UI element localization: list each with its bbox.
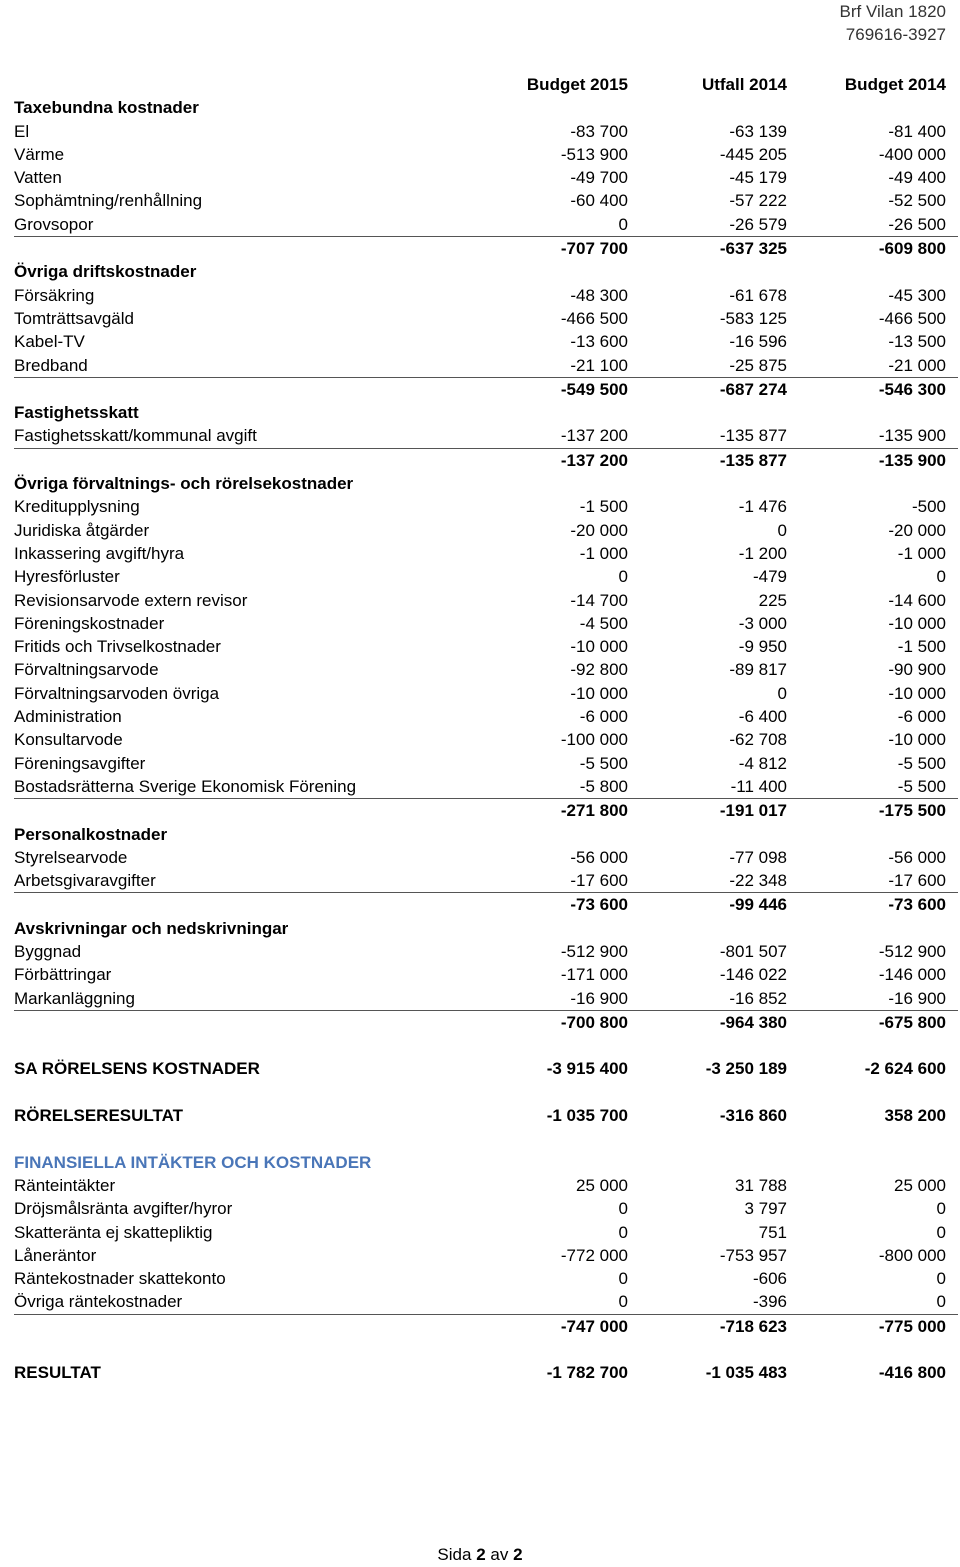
row-label: Sophämtning/renhållning: [14, 191, 203, 211]
row-value-utfall-2014: -687 274: [719, 379, 787, 399]
row-value-utfall-2014: -445 205: [719, 144, 787, 164]
table-row: [14, 705, 958, 728]
spacer-row: [14, 1127, 958, 1150]
row-label: FINANSIELLA INTÄKTER OCH KOSTNADER: [14, 1152, 372, 1172]
row-value-utfall-2014: 0: [777, 683, 787, 703]
row-value-budget-2015: -137 200: [560, 426, 628, 446]
row-value-utfall-2014: -396: [752, 1292, 787, 1312]
row-value-utfall-2014: -1 200: [738, 543, 787, 563]
row-label: Ränteintäkter: [14, 1175, 116, 1195]
row-value-utfall-2014: 751: [758, 1222, 787, 1242]
row-value-utfall-2014: -753 957: [719, 1245, 787, 1265]
row-value-utfall-2014: -3 000: [738, 613, 787, 633]
row-label: Administration: [14, 707, 122, 727]
row-value-utfall-2014: -1 476: [738, 497, 787, 517]
row-value-budget-2014: -56 000: [888, 847, 946, 867]
row-label: Hyresförluster: [14, 567, 120, 587]
row-label: Styrelsearvode: [14, 847, 128, 867]
row-value-budget-2014: -14 600: [888, 590, 946, 610]
table-row: [14, 635, 958, 658]
table-row: [14, 166, 958, 189]
row-value-budget-2014: -45 300: [888, 285, 946, 305]
row-label: Värme: [14, 144, 65, 164]
row-value-utfall-2014: -135 877: [719, 450, 787, 470]
row-value-budget-2015: 0: [618, 214, 628, 234]
row-label: Fastighetsskatt/kommunal avgift: [14, 426, 257, 446]
row-value-budget-2014: -17 600: [888, 871, 946, 891]
row-value-budget-2015: 0: [618, 567, 628, 587]
row-value-budget-2014: -20 000: [888, 520, 946, 540]
row-label: Kabel-TV: [14, 332, 85, 352]
organization-number: 769616-3927: [845, 25, 946, 44]
row-value-budget-2015: -6 000: [579, 707, 628, 727]
row-label: RÖRELSERESULTAT: [14, 1106, 184, 1126]
row-value-budget-2014: -52 500: [888, 191, 946, 211]
row-value-budget-2014: 25 000: [894, 1175, 946, 1195]
subtotal-row: [14, 893, 958, 916]
row-value-utfall-2014: -25 875: [729, 355, 787, 375]
row-label: RESULTAT: [14, 1363, 101, 1383]
row-value-budget-2014: -1 500: [897, 637, 946, 657]
row-label: El: [14, 121, 30, 141]
row-value-budget-2015: -1 035 700: [546, 1106, 628, 1126]
row-label: Fastighetsskatt: [14, 403, 139, 423]
total-row: [14, 1057, 958, 1080]
table-row: [14, 589, 958, 612]
table-row: [14, 940, 958, 963]
row-value-budget-2015: -20 000: [570, 520, 628, 540]
row-value-utfall-2014: -63 139: [729, 121, 787, 141]
table-row: [14, 542, 958, 565]
row-value-budget-2015: -60 400: [570, 191, 628, 211]
row-value-budget-2015: -512 900: [560, 941, 628, 961]
table-row: [14, 189, 958, 212]
row-value-utfall-2014: -3 250 189: [705, 1059, 787, 1079]
row-value-budget-2015: -10 000: [570, 637, 628, 657]
table-row: [14, 1197, 958, 1220]
row-label: Avskrivningar och nedskrivningar: [14, 918, 289, 938]
total-row: [14, 1104, 958, 1127]
row-value-utfall-2014: -191 017: [719, 801, 787, 821]
row-value-budget-2015: -772 000: [560, 1245, 628, 1265]
row-value-budget-2014: 0: [936, 1292, 946, 1312]
row-value-budget-2014: -500: [911, 497, 946, 517]
row-value-budget-2014: -400 000: [878, 144, 946, 164]
row-value-budget-2014: -5 500: [897, 753, 946, 773]
row-label: Föreningsavgifter: [14, 753, 146, 773]
table-row: [14, 284, 958, 307]
table-row: [14, 869, 958, 893]
row-value-utfall-2014: -316 860: [719, 1106, 787, 1126]
row-value-utfall-2014: 225: [758, 590, 787, 610]
row-value-budget-2015: -83 700: [570, 121, 628, 141]
row-value-budget-2014: -416 800: [878, 1363, 946, 1383]
row-value-utfall-2014: -22 348: [729, 871, 787, 891]
subtotal-row: [14, 237, 958, 260]
row-label: Förvaltningsarvode: [14, 660, 159, 680]
row-value-utfall-2014: -135 877: [719, 426, 787, 446]
row-value-budget-2015: -17 600: [570, 871, 628, 891]
table-row: [14, 330, 958, 353]
subtotal-row: [14, 449, 958, 472]
table-row: [14, 565, 958, 588]
row-value-budget-2015: -707 700: [560, 239, 628, 259]
row-value-utfall-2014: -4 812: [738, 753, 787, 773]
row-value-utfall-2014: 0: [777, 520, 787, 540]
row-value-budget-2014: -146 000: [878, 965, 946, 985]
row-label: Taxebundna kostnader: [14, 98, 199, 118]
subtotal-row: [14, 1315, 958, 1338]
spacer-row: [14, 1081, 958, 1104]
section-heading-row: [14, 260, 958, 283]
row-value-budget-2015: -171 000: [560, 965, 628, 985]
organization-header: [840, 0, 946, 46]
row-value-budget-2014: -546 300: [878, 379, 946, 399]
row-value-budget-2014: -800 000: [878, 1245, 946, 1265]
row-value-utfall-2014: -9 950: [738, 637, 787, 657]
table-row: [14, 143, 958, 166]
row-value-budget-2014: -90 900: [888, 660, 946, 680]
row-label: Personalkostnader: [14, 824, 168, 844]
row-value-budget-2014: -609 800: [878, 239, 946, 259]
row-value-budget-2014: 358 200: [884, 1106, 946, 1126]
row-value-budget-2015: -1 782 700: [546, 1363, 628, 1383]
row-value-utfall-2014: -99 446: [729, 895, 787, 915]
row-label: Vatten: [14, 168, 62, 188]
row-label: SA RÖRELSENS KOSTNADER: [14, 1059, 260, 1079]
row-value-budget-2015: -13 600: [570, 332, 628, 352]
row-value-budget-2015: -1 000: [579, 543, 628, 563]
row-value-utfall-2014: -606: [752, 1269, 787, 1289]
row-label: Arbetsgivaravgifter: [14, 871, 156, 891]
row-value-budget-2015: -137 200: [560, 450, 628, 470]
row-value-budget-2015: -5 800: [579, 776, 628, 796]
row-label: Övriga förvaltnings- och rörelsekostnader: [14, 474, 354, 494]
row-value-budget-2014: 0: [936, 1222, 946, 1242]
table-row: [14, 775, 958, 799]
row-value-utfall-2014: -77 098: [729, 847, 787, 867]
column-header-utfall-2014: Utfall 2014: [701, 75, 787, 94]
row-label: Skatteränta ej skattepliktig: [14, 1222, 213, 1242]
budget-table: [14, 73, 958, 1385]
row-label: Bostadsrätterna Sverige Ekonomisk Förening: [14, 776, 357, 796]
row-label: Konsultarvode: [14, 730, 123, 750]
row-value-utfall-2014: -6 400: [738, 707, 787, 727]
row-value-budget-2014: 0: [936, 567, 946, 587]
row-value-budget-2014: -2 624 600: [864, 1059, 946, 1079]
row-label: Grovsopor: [14, 214, 94, 234]
section-heading-row: [14, 472, 958, 495]
row-value-utfall-2014: -583 125: [719, 308, 787, 328]
row-label: Juridiska åtgärder: [14, 520, 150, 540]
row-label: Fritids och Trivselkostnader: [14, 637, 221, 657]
row-value-budget-2014: -675 800: [878, 1012, 946, 1032]
row-value-budget-2015: -56 000: [570, 847, 628, 867]
row-value-budget-2014: -5 500: [897, 776, 946, 796]
row-value-utfall-2014: -16 852: [729, 988, 787, 1008]
row-value-budget-2014: -81 400: [888, 121, 946, 141]
row-value-budget-2015: -1 500: [579, 497, 628, 517]
row-value-utfall-2014: -1 035 483: [705, 1363, 787, 1383]
row-value-budget-2014: -512 900: [878, 941, 946, 961]
row-label: Låneräntor: [14, 1245, 97, 1265]
table-row: [14, 1290, 958, 1314]
row-value-budget-2014: -135 900: [878, 450, 946, 470]
table-row: [14, 307, 958, 330]
row-value-budget-2015: -73 600: [570, 895, 628, 915]
row-label: Räntekostnader skattekonto: [14, 1269, 226, 1289]
row-label: Byggnad: [14, 941, 82, 961]
row-value-budget-2014: -466 500: [878, 308, 946, 328]
row-label: Föreningskostnader: [14, 613, 165, 633]
row-label: Tomträttsavgäld: [14, 308, 134, 328]
row-value-budget-2014: 0: [936, 1269, 946, 1289]
table-row: [14, 213, 958, 237]
row-label: Övriga räntekostnader: [14, 1292, 183, 1312]
table-row: [14, 1267, 958, 1290]
row-label: Bredband: [14, 355, 88, 375]
row-value-utfall-2014: 31 788: [735, 1175, 787, 1195]
row-value-budget-2015: -3 915 400: [546, 1059, 628, 1079]
table-row: [14, 658, 958, 681]
section-heading-row: [14, 823, 958, 846]
row-value-budget-2014: -10 000: [888, 730, 946, 750]
row-value-budget-2014: -135 900: [878, 426, 946, 446]
table-row: [14, 1221, 958, 1244]
row-value-budget-2015: -700 800: [560, 1012, 628, 1032]
row-value-utfall-2014: -62 708: [729, 730, 787, 750]
row-value-budget-2014: -26 500: [888, 214, 946, 234]
row-value-utfall-2014: -146 022: [719, 965, 787, 985]
row-value-utfall-2014: -89 817: [729, 660, 787, 680]
row-value-utfall-2014: -26 579: [729, 214, 787, 234]
row-value-budget-2014: -16 900: [888, 988, 946, 1008]
row-value-budget-2015: -4 500: [579, 613, 628, 633]
table-row: [14, 963, 958, 986]
table-row: [14, 354, 958, 378]
row-value-utfall-2014: -61 678: [729, 285, 787, 305]
total-row: [14, 1361, 958, 1384]
row-label: Kreditupplysning: [14, 497, 140, 517]
row-value-budget-2015: -16 900: [570, 988, 628, 1008]
row-value-budget-2014: -175 500: [878, 801, 946, 821]
page-footer: [0, 1545, 960, 1565]
footer-of: av: [490, 1545, 509, 1564]
table-row: [14, 495, 958, 518]
footer-page-number: 2: [476, 1545, 486, 1564]
row-value-budget-2015: -100 000: [560, 730, 628, 750]
row-value-budget-2014: -21 000: [888, 355, 946, 375]
row-label: Dröjsmålsränta avgifter/hyror: [14, 1199, 233, 1219]
row-value-budget-2015: -21 100: [570, 355, 628, 375]
table-row: [14, 612, 958, 635]
section-heading-row: [14, 401, 958, 424]
row-label: Markanläggning: [14, 988, 135, 1008]
row-value-budget-2015: -92 800: [570, 660, 628, 680]
subtotal-row: [14, 1011, 958, 1034]
table-row: [14, 1174, 958, 1197]
table-row: [14, 846, 958, 869]
column-header-budget-2015: Budget 2015: [526, 75, 628, 94]
row-value-budget-2015: -747 000: [560, 1316, 628, 1336]
row-value-budget-2015: -513 900: [560, 144, 628, 164]
row-label: Inkassering avgift/hyra: [14, 543, 185, 563]
row-value-budget-2015: -549 500: [560, 379, 628, 399]
spacer-row: [14, 1338, 958, 1361]
row-value-budget-2015: 25 000: [576, 1175, 628, 1195]
row-value-budget-2015: 0: [618, 1292, 628, 1312]
row-label: Förbättringar: [14, 965, 112, 985]
section-heading-row: [14, 1151, 958, 1174]
table-row: [14, 987, 958, 1011]
row-value-budget-2015: 0: [618, 1269, 628, 1289]
row-value-budget-2015: -49 700: [570, 168, 628, 188]
row-value-utfall-2014: -637 325: [719, 239, 787, 259]
row-label: Revisionsarvode extern revisor: [14, 590, 248, 610]
row-value-utfall-2014: -11 400: [730, 776, 787, 796]
row-value-budget-2014: -6 000: [897, 707, 946, 727]
row-value-budget-2015: 0: [618, 1222, 628, 1242]
table-row: [14, 682, 958, 705]
row-value-budget-2015: -5 500: [579, 753, 628, 773]
row-value-budget-2015: -10 000: [570, 683, 628, 703]
column-header-budget-2014: Budget 2014: [844, 75, 946, 94]
footer-page-total: 2: [513, 1545, 523, 1564]
section-heading-row: [14, 917, 958, 940]
subtotal-row: [14, 799, 958, 822]
row-value-budget-2014: -13 500: [888, 332, 946, 352]
row-value-utfall-2014: -964 380: [719, 1012, 787, 1032]
row-label: Försäkring: [14, 285, 95, 305]
row-value-utfall-2014: -479: [752, 567, 787, 587]
table-row: [14, 728, 958, 751]
row-value-budget-2014: -1 000: [897, 543, 946, 563]
row-value-budget-2014: -10 000: [888, 683, 946, 703]
row-label: Förvaltningsarvoden övriga: [14, 683, 220, 703]
column-header-row: [14, 73, 958, 96]
row-value-utfall-2014: -45 179: [729, 168, 787, 188]
footer-prefix: Sida: [437, 1545, 472, 1564]
row-label: Övriga driftskostnader: [14, 262, 197, 282]
row-value-budget-2015: -271 800: [560, 801, 628, 821]
row-value-utfall-2014: -16 596: [729, 332, 787, 352]
row-value-budget-2015: -14 700: [570, 590, 628, 610]
row-value-budget-2015: 0: [618, 1199, 628, 1219]
row-value-budget-2014: 0: [936, 1199, 946, 1219]
row-value-utfall-2014: -718 623: [719, 1316, 787, 1336]
row-value-utfall-2014: -801 507: [719, 941, 787, 961]
row-value-budget-2014: -49 400: [888, 168, 946, 188]
row-value-budget-2014: -10 000: [888, 613, 946, 633]
table-row: [14, 1244, 958, 1267]
row-value-utfall-2014: -57 222: [729, 191, 787, 211]
row-value-utfall-2014: 3 797: [744, 1199, 787, 1219]
section-heading-row: [14, 96, 958, 119]
table-row: [14, 519, 958, 542]
spacer-row: [14, 1034, 958, 1057]
table-row: [14, 424, 958, 448]
row-value-budget-2015: -466 500: [560, 308, 628, 328]
table-row: [14, 752, 958, 775]
row-value-budget-2014: -73 600: [888, 895, 946, 915]
row-value-budget-2014: -775 000: [878, 1316, 946, 1336]
subtotal-row: [14, 378, 958, 401]
row-value-budget-2015: -48 300: [570, 285, 628, 305]
table-row: [14, 120, 958, 143]
organization-name: Brf Vilan 1820: [839, 2, 946, 21]
